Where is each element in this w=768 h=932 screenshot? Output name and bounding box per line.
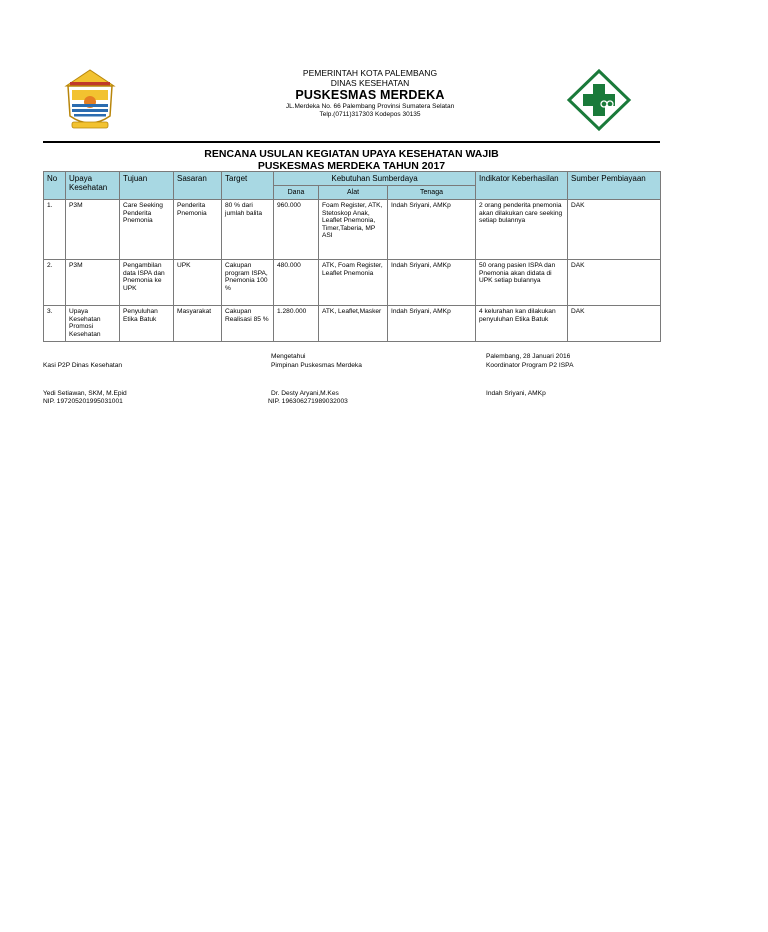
- cell-no: 1.: [44, 200, 66, 260]
- cell-tujuan: Care Seeking Penderita Pnemonia: [120, 200, 174, 260]
- cell-target: Cakupan program ISPA, Pnemonia 100 %: [222, 260, 274, 306]
- table-row: [44, 200, 661, 260]
- palembang-emblem-icon: [60, 64, 120, 134]
- letterhead-text: [200, 68, 540, 119]
- cell-tujuan: Penyuluhan Etika Batuk: [120, 306, 174, 342]
- cell-no: 2.: [44, 260, 66, 306]
- header-dana: Dana: [274, 186, 319, 200]
- letterhead-divider: [43, 141, 660, 143]
- table-row: [44, 260, 661, 306]
- cell-dana: 480.000: [274, 260, 319, 306]
- header-tenaga: Tenaga: [388, 186, 476, 200]
- header-indikator: Indikator Keberhasilan: [476, 172, 568, 200]
- organization-name: PUSKESMAS MERDEKA: [295, 88, 445, 102]
- header-upaya: Upaya Kesehatan: [66, 172, 120, 200]
- cell-sasaran: UPK: [174, 260, 222, 306]
- cell-target: 80 % dari jumlah balita: [222, 200, 274, 260]
- cell-no: 3.: [44, 306, 66, 342]
- right-signatory-title: Koordinator Program P2 ISPA: [486, 362, 574, 369]
- government-name: PEMERINTAH KOTA PALEMBANG: [302, 68, 438, 78]
- phone-line: Telp.(0711)317303 Kodepos 30135: [319, 111, 421, 118]
- document-title-line2: PUSKESMAS MERDEKA TAHUN 2017: [257, 160, 446, 172]
- cell-alat: ATK, Foam Register, Leaflet Pnemonia: [319, 260, 388, 306]
- cell-upaya: P3M: [66, 200, 120, 260]
- address-line: JL.Merdeka No. 66 Palembang Provinsi Sumatera Selatan: [285, 103, 455, 110]
- cell-dana: 960.000: [274, 200, 319, 260]
- mid-signatory-name: Dr. Desty Aryani,M.Kes: [271, 390, 339, 397]
- header-alat: Alat: [319, 186, 388, 200]
- cell-tujuan: Pengambilan data ISPA dan Pnemonia ke UPK: [120, 260, 174, 306]
- left-signatory-name: Yedi Setiawan, SKM, M.Epid: [43, 390, 127, 397]
- cell-sasaran: Penderita Pnemonia: [174, 200, 222, 260]
- mid-signatory-nip: NIP. 196306271989032003: [268, 398, 348, 405]
- cell-tenaga: Indah Sriyani, AMKp: [388, 260, 476, 306]
- document-title-line1: RENCANA USULAN KEGIATAN UPAYA KESEHATAN WAJIB: [204, 148, 499, 160]
- cell-dana: 1.280.000: [274, 306, 319, 342]
- cell-sumber: DAK: [568, 306, 661, 342]
- left-signatory-nip: NIP. 197205201995031001: [43, 398, 123, 405]
- header-no: No: [44, 172, 66, 200]
- letterhead: [0, 0, 768, 145]
- header-kebutuhan: Kebutuhan Sumberdaya: [274, 172, 476, 186]
- cell-indikator: 50 orang pasien ISPA dan Pnemonia akan didata di UPK setiap bulannya: [476, 260, 568, 306]
- mid-signatory-title2: Pimpinan Puskesmas Merdeka: [271, 362, 362, 369]
- table-row: [44, 306, 661, 342]
- right-signatory-date: Palembang, 28 Januari 2016: [486, 353, 571, 360]
- cell-alat: ATK, Leaflet,Masker: [319, 306, 388, 342]
- cell-sasaran: Masyarakat: [174, 306, 222, 342]
- header-sumber: Sumber Pembiayaan: [568, 172, 661, 200]
- cell-indikator: 2 orang penderita pnemonia akan dilakukan care seeking setiap bulannya: [476, 200, 568, 260]
- header-target: Target: [222, 172, 274, 200]
- cell-target: Cakupan Realisasi 85 %: [222, 306, 274, 342]
- puskesmas-logo-icon: [566, 68, 632, 132]
- header-sasaran: Sasaran: [174, 172, 222, 200]
- cell-sumber: DAK: [568, 200, 661, 260]
- right-signatory-name: Indah Sriyani, AMKp: [486, 390, 546, 397]
- header-tujuan: Tujuan: [120, 172, 174, 200]
- cell-alat: Foam Register, ATK, Stetoskop Anak, Leaflet Pnemonia, Timer,Taberia, MP ASI: [319, 200, 388, 260]
- left-signatory-title: Kasi P2P Dinas Kesehatan: [43, 362, 123, 369]
- activity-table: [43, 171, 661, 342]
- cell-upaya: P3M: [66, 260, 120, 306]
- department-name: DINAS KESEHATAN: [330, 78, 410, 88]
- cell-indikator: 4 kelurahan kan dilakukan penyuluhan Etika Batuk: [476, 306, 568, 342]
- mid-signatory-title1: Mengetahui: [271, 353, 306, 360]
- cell-upaya: Upaya Kesehatan Promosi Kesehatan: [66, 306, 120, 342]
- cell-sumber: DAK: [568, 260, 661, 306]
- cell-tenaga: Indah Sriyani, AMKp: [388, 200, 476, 260]
- cell-tenaga: Indah Sriyani, AMKp: [388, 306, 476, 342]
